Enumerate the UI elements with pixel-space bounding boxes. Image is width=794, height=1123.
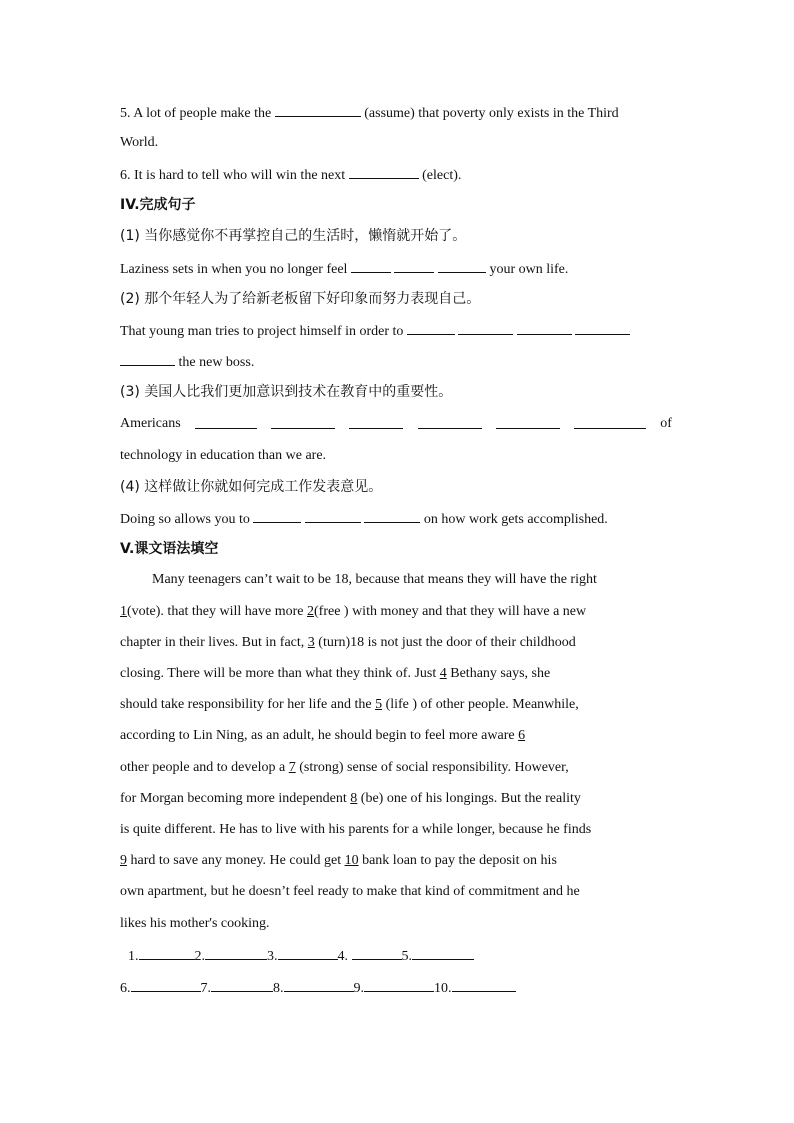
- sentence-text: Laziness sets in when you no longer feel: [120, 262, 351, 277]
- answer-blank[interactable]: [139, 945, 195, 960]
- sentence-text: That young man tries to project himself in order to: [120, 324, 407, 339]
- answer-blank[interactable]: [275, 102, 361, 117]
- answer-blank[interactable]: [496, 414, 560, 429]
- passage-line-8: [120, 789, 581, 809]
- passage-line-4: [120, 664, 550, 684]
- answer-blank[interactable]: [394, 258, 434, 273]
- passage-text: bank loan to pay the deposit on his: [358, 853, 557, 868]
- passage-text: (life ) of other people. Meanwhile,: [382, 697, 579, 712]
- sentence-3-english-cont: technology in education than we are.: [120, 448, 327, 463]
- answer-label: 9.: [353, 981, 364, 996]
- answer-label: 5.: [401, 949, 412, 964]
- answer-label: 8.: [273, 981, 284, 996]
- sentence-text-end: of: [660, 416, 672, 431]
- passage-line-11: own apartment, but he doesn’t feel ready to make that kind of commitment and he: [120, 884, 580, 899]
- sentence-text-cont: on how work gets accomplished.: [420, 512, 608, 527]
- answer-blank[interactable]: [278, 945, 338, 960]
- section-4-heading: IV.完成句子: [120, 197, 196, 213]
- answer-label: 4.: [337, 949, 352, 964]
- passage-line-10: [120, 851, 557, 871]
- answer-row-1: [128, 945, 474, 967]
- sentence-3-english: [120, 414, 672, 434]
- sentence-3-chinese: (3) 美国人比我们更加意识到技术在教育中的重要性。: [120, 384, 453, 400]
- blank-number: 10: [344, 853, 359, 868]
- answer-blank[interactable]: [205, 945, 267, 960]
- passage-line-1: Many teenagers can’t wait to be 18, because that means they will have the right: [152, 572, 597, 587]
- sentence-4-chinese: (4) 这样做让你就如何完成工作发表意见。: [120, 479, 383, 495]
- blank-number: 9: [120, 853, 127, 868]
- passage-text: (vote). that they will have more: [127, 604, 307, 619]
- answer-blank[interactable]: [253, 508, 301, 523]
- answer-blank[interactable]: [418, 414, 482, 429]
- blank-number: 6: [518, 728, 526, 743]
- passage-text: closing. There will be more than what they think of. Just: [120, 666, 440, 681]
- passage-line-9: is quite different. He has to live with his parents for a while longer, because he finds: [120, 822, 592, 837]
- answer-label: 6.: [120, 981, 131, 996]
- blank-number: 5: [375, 697, 383, 712]
- passage-text: hard to save any money. He could get: [127, 853, 345, 868]
- answer-blank[interactable]: [349, 414, 403, 429]
- passage-text: should take responsibility for her life and the: [120, 697, 376, 712]
- passage-line-5: [120, 695, 579, 715]
- answer-blank[interactable]: [352, 945, 402, 960]
- sentence-4-english: [120, 508, 608, 530]
- passage-text: according to Lin Ning, as an adult, he should begin to feel more aware: [120, 728, 519, 743]
- passage-text: for Morgan becoming more independent: [120, 791, 351, 806]
- answer-blank[interactable]: [195, 414, 257, 429]
- blank-number: 2: [307, 604, 314, 619]
- sentence-2-chinese: (2) 那个年轻人为了给新老板留下好印象而努力表现自己。: [120, 291, 481, 307]
- answer-blank[interactable]: [120, 351, 175, 366]
- blank-number: 1: [120, 604, 127, 619]
- passage-text: (strong) sense of social responsibility. However,: [295, 760, 569, 775]
- passage-line-3: [120, 633, 576, 653]
- passage-line-7: [120, 758, 569, 778]
- question-5-line: [120, 102, 619, 124]
- answer-blank[interactable]: [517, 320, 572, 335]
- sentence-2-english: [120, 320, 630, 342]
- answer-row-2: [120, 977, 516, 999]
- answer-label: 2.: [194, 949, 205, 964]
- answer-blank[interactable]: [574, 414, 646, 429]
- sentence-text-cont: your own life.: [485, 262, 569, 277]
- sentence-1-chinese: (1) 当你感觉你不再掌控自己的生活时，懒惰就开始了。: [120, 228, 467, 244]
- question-6-line: [120, 164, 461, 186]
- passage-text: (turn)18 is not just the door of their childhood: [314, 635, 576, 650]
- answer-blank[interactable]: [575, 320, 630, 335]
- answer-blank[interactable]: [364, 977, 434, 992]
- passage-text: (free ) with money and that they will have a new: [314, 604, 587, 619]
- answer-label: 7.: [200, 981, 211, 996]
- answer-blank[interactable]: [438, 258, 486, 273]
- answer-blank[interactable]: [211, 977, 273, 992]
- question-5-wrap: World.: [120, 135, 159, 150]
- blank-number: 7: [288, 760, 296, 775]
- question-6-text: 6. It is hard to tell who will win the next: [120, 168, 349, 183]
- blank-number: 4: [439, 666, 447, 681]
- answer-label: 1.: [128, 949, 139, 964]
- answer-label: 10.: [434, 981, 452, 996]
- answer-blank[interactable]: [305, 508, 361, 523]
- passage-text: Bethany says, she: [446, 666, 551, 681]
- blank-number: 8: [350, 791, 358, 806]
- answer-blank[interactable]: [131, 977, 201, 992]
- answer-blank[interactable]: [364, 508, 420, 523]
- answer-blank[interactable]: [407, 320, 455, 335]
- answer-blank[interactable]: [284, 977, 354, 992]
- question-6-text-cont: (elect).: [418, 168, 462, 183]
- sentence-1-english: [120, 258, 568, 280]
- sentence-text: Americans: [120, 416, 181, 431]
- answer-blank[interactable]: [452, 977, 516, 992]
- passage-text: other people and to develop a: [120, 760, 289, 775]
- answer-blank[interactable]: [458, 320, 513, 335]
- passage-text: chapter in their lives. But in fact,: [120, 635, 308, 650]
- answer-blank[interactable]: [271, 414, 335, 429]
- sentence-text: Doing so allows you to: [120, 512, 254, 527]
- question-5-text-cont: (assume) that poverty only exists in the Third: [360, 106, 619, 121]
- answer-blank[interactable]: [349, 164, 419, 179]
- answer-blank[interactable]: [412, 945, 474, 960]
- passage-line-6: [120, 726, 525, 746]
- section-5-heading: V.课文语法填空: [120, 541, 219, 557]
- passage-line-2: [120, 602, 586, 622]
- sentence-text-cont: the new boss.: [175, 355, 255, 370]
- sentence-2-english-cont: [120, 351, 254, 373]
- passage-text: (be) one of his longings. But the reality: [357, 791, 581, 806]
- question-5-text: 5. A lot of people make the: [120, 106, 275, 121]
- answer-label: 3.: [267, 949, 278, 964]
- passage-line-12: likes his mother's cooking.: [120, 916, 270, 931]
- blank-number: 3: [307, 635, 315, 650]
- answer-blank[interactable]: [351, 258, 391, 273]
